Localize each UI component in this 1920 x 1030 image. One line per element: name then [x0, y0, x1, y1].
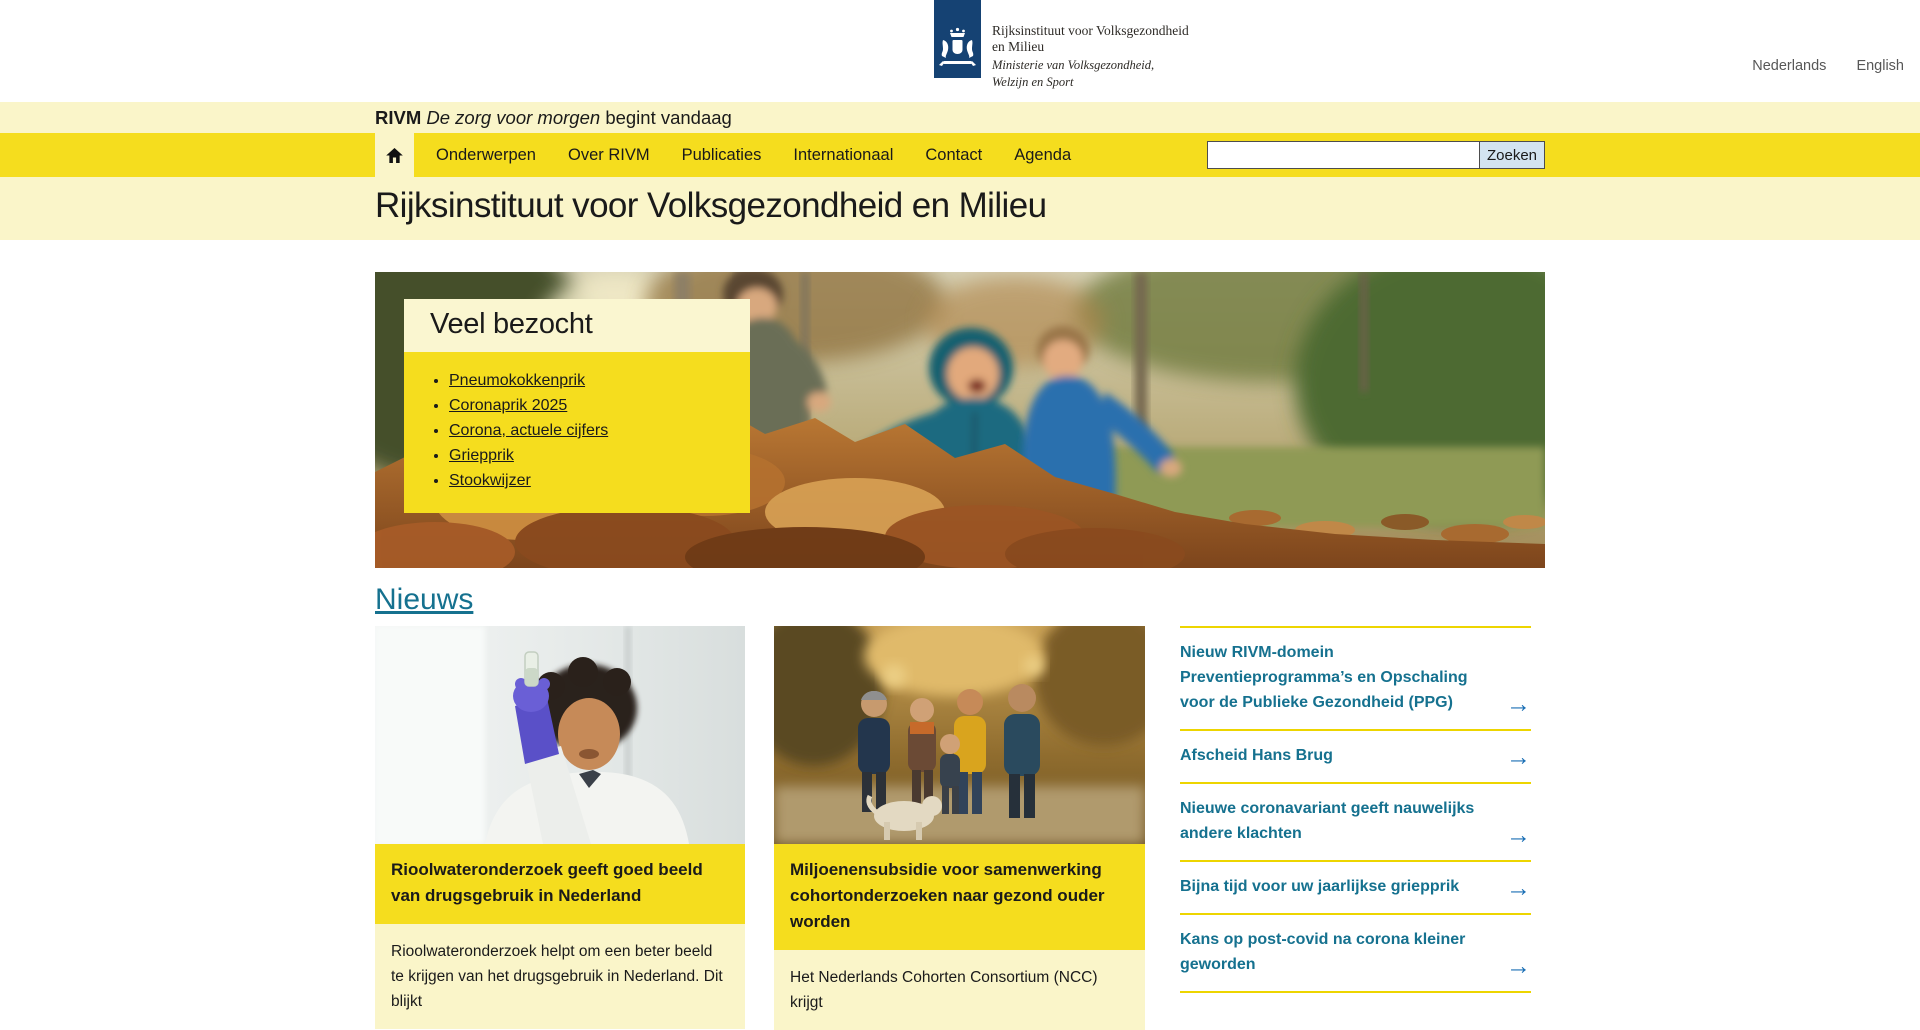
- tagline: [375, 102, 1545, 133]
- news-link-item-griepprik[interactable]: [1180, 862, 1531, 915]
- veel-bezocht-link-stookwijzer[interactable]: Stookwijzer: [449, 472, 531, 489]
- rijksoverheid-logo-flag[interactable]: [934, 0, 981, 78]
- search-input[interactable]: [1207, 141, 1479, 169]
- list-item: [449, 371, 740, 390]
- language-link-english[interactable]: English: [1856, 58, 1904, 74]
- list-item: [449, 446, 740, 465]
- news-photo-lab-scientist: [375, 626, 745, 844]
- news-link-text: Nieuw RIVM-domein Preventieprogramma’s en Opschaling voor de Publieke Gezondheid (PPG): [1180, 644, 1468, 711]
- hero-section: [375, 272, 1545, 568]
- language-switcher: [1726, 58, 1904, 74]
- veel-bezocht-link-pneumokokkenprik[interactable]: Pneumokokkenprik: [449, 372, 586, 389]
- arrow-right-icon: →: [1506, 952, 1531, 980]
- nav-item-onderwerpen[interactable]: Onderwerpen: [436, 146, 536, 164]
- nav-links: [420, 133, 1087, 177]
- nieuws-link[interactable]: Nieuws: [375, 583, 474, 616]
- arrow-right-icon: →: [1506, 874, 1531, 902]
- news-link-item-post-covid[interactable]: [1180, 915, 1531, 993]
- news-links-column: [1180, 626, 1531, 993]
- nav-item-publicaties[interactable]: Publicaties: [681, 146, 762, 164]
- list-item: [449, 396, 740, 415]
- nav-item-internationaal[interactable]: Internationaal: [793, 146, 894, 164]
- tagline-bar: [0, 102, 1920, 133]
- coat-of-arms-icon: [934, 0, 981, 78]
- nav-item-contact[interactable]: Contact: [925, 146, 983, 164]
- search-form: [1207, 141, 1545, 169]
- news-photo-family-autumn-walk: [774, 626, 1145, 844]
- page-title-strip: [0, 177, 1920, 240]
- news-link-text: Afscheid Hans Brug: [1180, 747, 1333, 764]
- news-card-cohortonderzoek[interactable]: [774, 626, 1145, 1030]
- news-link-text: Nieuwe coronavariant geeft nauwelijks andere klachten: [1180, 800, 1475, 842]
- veel-bezocht-list: [404, 352, 750, 513]
- veel-bezocht-title: Veel bezocht: [430, 308, 593, 340]
- nav-item-over-rivm[interactable]: Over RIVM: [567, 146, 650, 164]
- list-item: [449, 421, 740, 440]
- tagline-slogan-italic: De zorg voor morgen: [426, 107, 601, 128]
- news-card-body: Rioolwateronderzoek helpt om een beter beeld te krijgen van het drugsgebruik in Nederland. Dit blijkt: [375, 924, 745, 1029]
- search-button[interactable]: Zoeken: [1479, 141, 1545, 169]
- arrow-right-icon: →: [1506, 743, 1531, 771]
- logo-ministry-line1: Ministerie van Volksgezondheid,: [992, 58, 1155, 72]
- spacer: [0, 240, 1920, 272]
- list-item: [449, 471, 740, 490]
- news-link-item-afscheid-hans-brug[interactable]: [1180, 731, 1531, 784]
- news-link-text: Kans op post-covid na corona kleiner geworden: [1180, 931, 1466, 973]
- arrow-right-icon: →: [1506, 821, 1531, 849]
- logo-org-line2: en Milieu: [992, 39, 1045, 54]
- tagline-slogan-rest: begint vandaag: [605, 107, 732, 128]
- news-link-item-coronavariant[interactable]: [1180, 784, 1531, 862]
- arrow-right-icon: →: [1506, 690, 1531, 718]
- veel-bezocht-link-griepprik[interactable]: Griepprik: [449, 447, 514, 464]
- nav-item-agenda[interactable]: Agenda: [1014, 146, 1072, 164]
- home-icon: [385, 146, 404, 165]
- news-card-rioolwater[interactable]: [375, 626, 745, 1029]
- veel-bezocht-box: [404, 299, 750, 513]
- news-grid: [375, 626, 1545, 1030]
- news-link-item-ppg[interactable]: [1180, 628, 1531, 731]
- news-card-title: Rioolwateronderzoek geeft goed beeld van drugsgebruik in Nederland: [375, 844, 745, 924]
- site-header: [0, 0, 1920, 102]
- veel-bezocht-link-corona-cijfers[interactable]: Corona, actuele cijfers: [449, 422, 609, 439]
- main-navigation: [0, 133, 1920, 177]
- page-title: Rijksinstituut voor Volksgezondheid en Milieu: [375, 186, 1047, 225]
- tagline-brand: RIVM: [375, 107, 422, 128]
- logo-org-line1: Rijksinstituut voor Volksgezondheid: [992, 23, 1189, 38]
- news-link-text: Bijna tijd voor uw jaarlijkse griepprik: [1180, 878, 1460, 895]
- news-card-body: Het Nederlands Cohorten Consortium (NCC) krijgt: [774, 950, 1145, 1030]
- nieuws-section-heading: [375, 584, 1545, 616]
- news-card-title: Miljoenensubsidie voor samenwerking cohortonderzoeken naar gezond ouder worden: [774, 844, 1145, 950]
- logo-ministry-line2: Welzijn en Sport: [992, 75, 1074, 89]
- nav-home-tab[interactable]: [375, 133, 414, 177]
- logo-wordmark: [992, 23, 1189, 89]
- language-link-nederlands[interactable]: Nederlands: [1752, 58, 1827, 74]
- veel-bezocht-link-coronaprik[interactable]: Coronaprik 2025: [449, 397, 568, 414]
